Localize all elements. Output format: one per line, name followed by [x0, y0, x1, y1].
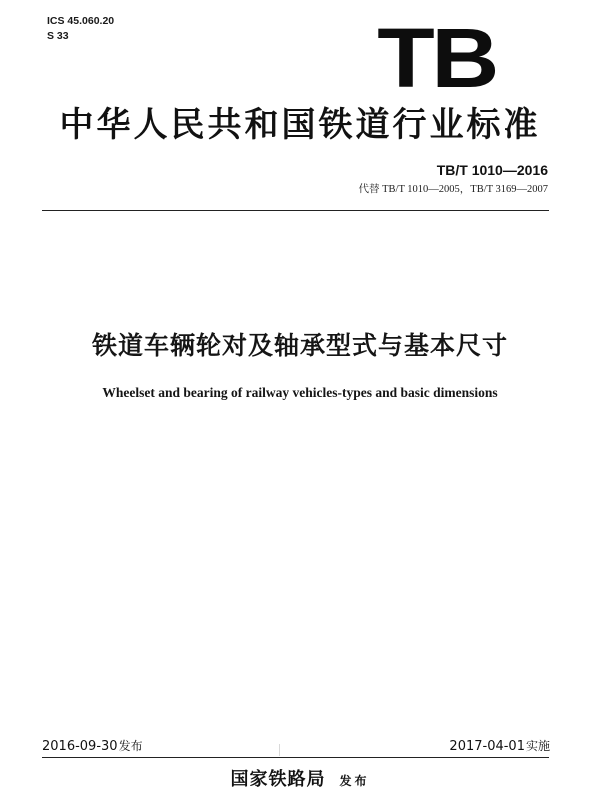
footer-divider: [42, 757, 549, 758]
standard-category-title: 中华人民共和国铁道行业标准: [59, 105, 541, 145]
implementation-suffix: 实施: [525, 739, 550, 753]
ccs-code: S 33: [47, 30, 69, 42]
classification-codes: [47, 14, 114, 44]
issue-date: 2016-09-30: [42, 739, 118, 754]
document-title-chinese: 铁道车辆轮对及轴承型式与基本尺寸: [91, 331, 508, 360]
standard-number: TB/T 1010—2016: [436, 162, 548, 178]
publisher-block: [0, 768, 600, 792]
scan-mark: [279, 744, 280, 756]
issue-date-block: [42, 737, 143, 756]
replaces-note: 代替 TB/T 1010—2005，TB/T 3169—2007: [358, 184, 548, 195]
tb-logo: TB: [377, 11, 496, 105]
publisher-suffix: 发布: [339, 774, 370, 788]
implementation-date-block: [449, 737, 550, 756]
issue-suffix: 发布: [118, 739, 143, 753]
implementation-date: 2017-04-01: [449, 739, 525, 754]
header-divider: [42, 210, 549, 211]
document-title-english: Wheelset and bearing of railway vehicles-types and basic dimensions: [102, 385, 498, 400]
ics-code: ICS 45.060.20: [47, 15, 115, 27]
publisher-name: 国家铁路局: [230, 769, 326, 790]
